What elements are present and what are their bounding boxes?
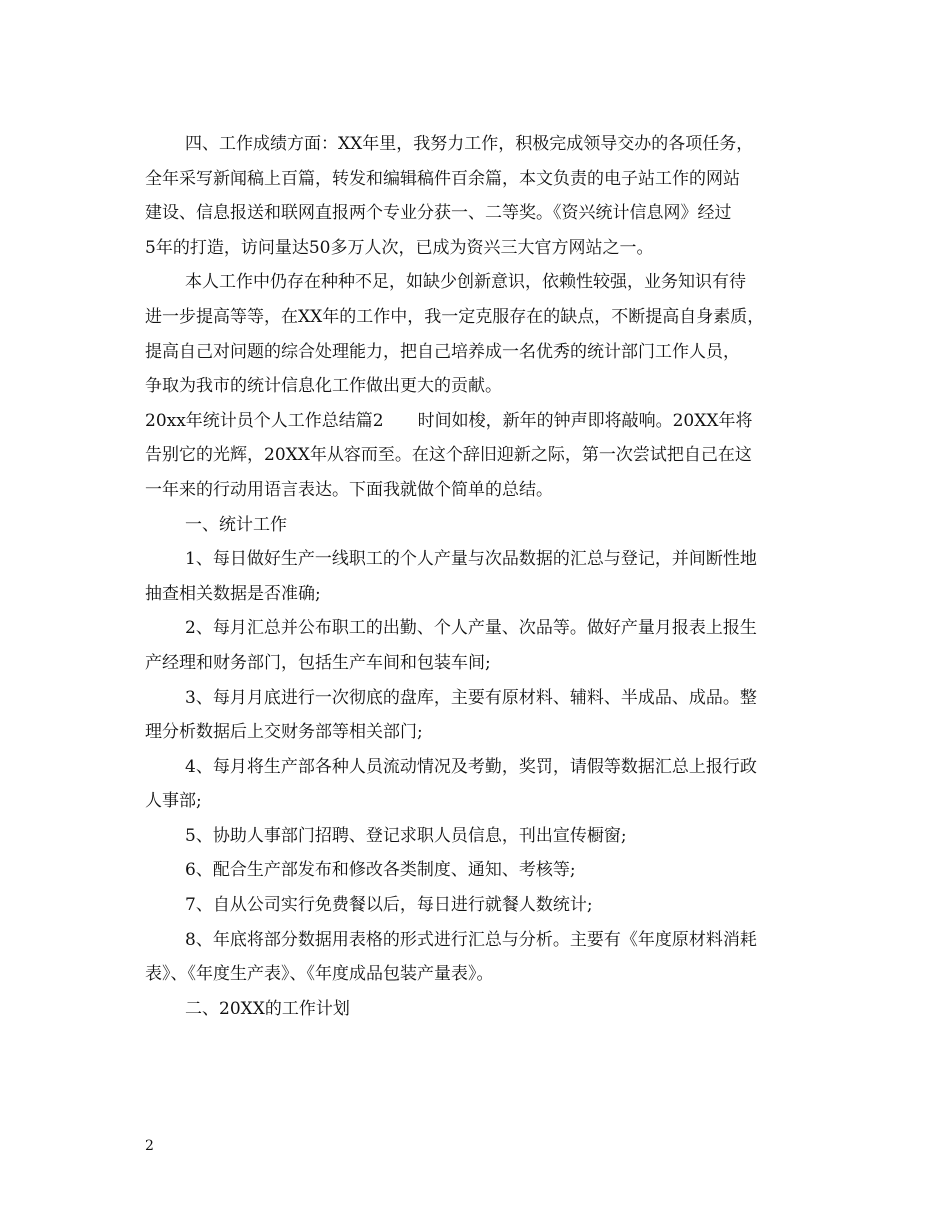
text-line: 3、每月月底进行一次彻底的盘库，主要有原材料、辅料、半成品、成品。整 — [185, 687, 757, 708]
document-body — [145, 127, 815, 1026]
text-line: 2、每月汇总并公布职工的出勤、个人产量、次品等。做好产量月报表上报生 — [185, 618, 757, 639]
text-line: 20xx年统计员个人工作总结篇2 时间如梭，新年的钟声即将敲响。20XX年将 — [145, 410, 753, 431]
text-line: 表》、《年度生产表》、《年度成品包装产量表》。 — [145, 964, 494, 985]
text-line: 提高自己对问题的综合处理能力，把自己培养成一名优秀的统计部门工作人员， — [145, 341, 740, 362]
text-line: 5、协助人事部门招聘、登记求职人员信息，刊出宣传橱窗; — [185, 825, 627, 846]
text-line: 理分析数据后上交财务部等相关部门; — [145, 722, 423, 743]
text-line: 7、自从公司实行免费餐以后，每日进行就餐人数统计; — [185, 895, 593, 916]
text-line: 二、20XX的工作计划 — [185, 998, 350, 1019]
text-line: 告别它的光辉，20XX年从容而至。在这个辞旧迎新之际，第一次尝试把自己在这 — [145, 445, 752, 466]
text-line: 4、每月将生产部各种人员流动情况及考勤，奖罚，请假等数据汇总上报行政 — [185, 756, 757, 777]
text-line: 一年来的行动用语言表达。下面我就做个简单的总结。 — [145, 479, 553, 500]
text-line: 人事部; — [145, 791, 202, 812]
text-line: 进一步提高等等，在XX年的工作中，我一定克服存在的缺点，不断提高自身素质， — [145, 306, 765, 327]
text-line: 6、配合生产部发布和修改各类制度、通知、考核等; — [185, 860, 576, 881]
text-line: 争取为我市的统计信息化工作做出更大的贡献。 — [145, 376, 502, 397]
text-line: 四、工作成绩方面：XX年里，我努力工作，积极完成领导交办的各项任务， — [185, 134, 754, 154]
text-line: 5年的打造，访问量达50多万人次，已成为资兴三大官方网站之一。 — [145, 237, 654, 258]
text-line: 1、每日做好生产一线职工的个人产量与次品数据的汇总与登记，并间断性地 — [185, 549, 757, 570]
page-number: 2 — [145, 1138, 154, 1154]
text-line: 建设、信息报送和联网直报两个专业分获一、二等奖。《资兴统计信息网》经过 — [145, 203, 732, 224]
text-line: 抽查相关数据是否准确; — [145, 583, 321, 604]
text-line: 全年采写新闻稿上百篇，转发和编辑稿件百余篇，本文负责的电子站工作的网站 — [145, 168, 740, 189]
text-line: 8、年底将部分数据用表格的形式进行汇总与分析。主要有《年度原材料消耗 — [185, 929, 757, 950]
text-line: 本人工作中仍存在种种不足，如缺少创新意识，依赖性较强，业务知识有待 — [185, 272, 746, 293]
text-line: 产经理和财务部门，包括生产车间和包装车间; — [145, 652, 491, 673]
text-line: 一、统计工作 — [185, 514, 287, 535]
